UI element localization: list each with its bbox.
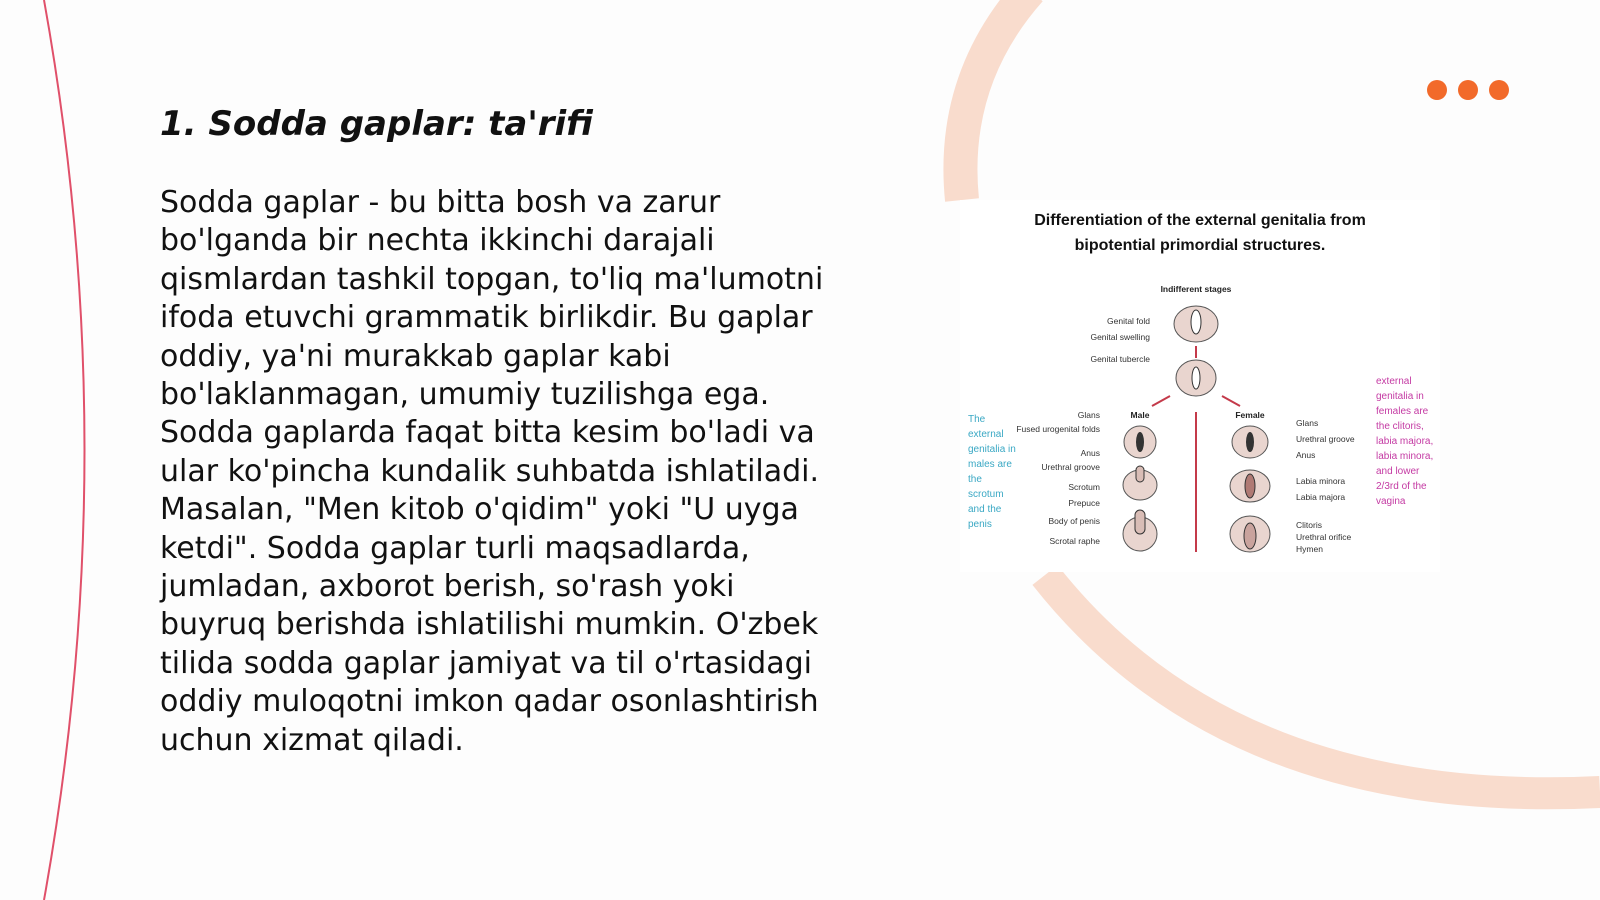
- dot: [1489, 80, 1509, 100]
- figure-title-line-2: bipotential primordial structures.: [1074, 237, 1326, 254]
- slide-body-text: Sodda gaplar - bu bitta bosh va zarur bo'lganda bir nechta ikkinchi darajali qismlardan tashkil topgan, to'liq ma'lumotni ifoda etuvchi grammatik birlikdir. Bu gaplar oddiy, ya'ni murakkab gaplar kabi bo'laklanmagan, umumiy tuzilishga ega. Sodda gaplarda faqat bitta kesim bo'ladi va ular ko'pincha kundalik suhbatda ishlatiladi. Masalan, "Men kitob o'qidim" yoki "U uyga ketdi". Sodda gaplar turli maqsadlarda, jumladan, axborot berish, so'rash yoki buyruq berishda ishlatilishi mumkin. O'zbek tilida sodda gaplar jamiyat va til o'rtasidagi oddiy muloqotni imkon qadar osonlashtirish uchun xizmat qiladi.: [160, 185, 824, 758]
- male-stage-1-center: [1136, 432, 1144, 452]
- female-label-clitoris: Clitoris: [1296, 520, 1322, 530]
- female-label-labia-majora: Labia majora: [1296, 492, 1346, 502]
- male-label-scrotum: Scrotum: [1068, 482, 1100, 492]
- female-label-labia-minora: Labia minora: [1296, 476, 1346, 486]
- upper-arc: [960, 0, 1030, 200]
- slide-title: 1. Sodda gaplar: ta'rifi: [160, 104, 593, 144]
- female-label-anus: Anus: [1296, 450, 1316, 460]
- indifferent-opening-2: [1192, 367, 1200, 389]
- right-arrow-icon: [1222, 396, 1240, 406]
- female-label-hymen: Hymen: [1296, 544, 1323, 554]
- female-stage-1-center: [1246, 432, 1254, 452]
- menu-dots-icon: [1427, 80, 1509, 100]
- genitalia-diagram: [960, 200, 1440, 572]
- male-note: The external genitalia in males are the scrotum and the penis: [968, 414, 1016, 530]
- male-stage-3-shaft: [1135, 510, 1145, 534]
- left-curve-line: [44, 0, 85, 900]
- female-label-glans: Glans: [1296, 418, 1319, 428]
- male-stage-2-shaft: [1136, 466, 1144, 482]
- diagram-image: [960, 200, 1440, 572]
- dot: [1427, 80, 1447, 100]
- male-label-scrotal-raphe: Scrotal raphe: [1049, 536, 1100, 546]
- male-label-fused-folds: Fused urogenital folds: [1016, 424, 1100, 434]
- dot: [1458, 80, 1478, 100]
- label-genital-fold: Genital fold: [1107, 316, 1150, 326]
- female-label-urethral-groove: Urethral groove: [1296, 434, 1355, 444]
- label-genital-tubercle: Genital tubercle: [1090, 354, 1150, 364]
- male-label-urethral-groove: Urethral groove: [1041, 462, 1100, 472]
- male-label-prepuce: Prepuce: [1068, 498, 1100, 508]
- indifferent-opening: [1191, 310, 1201, 334]
- male-label-anus: Anus: [1080, 448, 1100, 458]
- female-stage-3-center: [1244, 523, 1256, 549]
- female-label-urethral-orifice: Urethral orifice: [1296, 532, 1352, 542]
- lower-arc: [1045, 575, 1600, 793]
- left-arrow-icon: [1152, 396, 1170, 406]
- female-note: external genitalia in females are the clitoris, labia majora, labia minora, and lower 2/3rd of the vagina: [1376, 376, 1434, 507]
- figure-title-line-1: Differentiation of the external genitalia from: [1034, 212, 1366, 229]
- male-label-glans: Glans: [1077, 410, 1100, 420]
- label-genital-swelling: Genital swelling: [1090, 332, 1150, 342]
- female-heading: Female: [1235, 410, 1265, 420]
- male-heading: Male: [1130, 410, 1150, 420]
- stage-label: Indifferent stages: [1160, 284, 1232, 294]
- male-label-body-of-penis: Body of penis: [1048, 516, 1100, 526]
- female-stage-2-center: [1245, 474, 1255, 498]
